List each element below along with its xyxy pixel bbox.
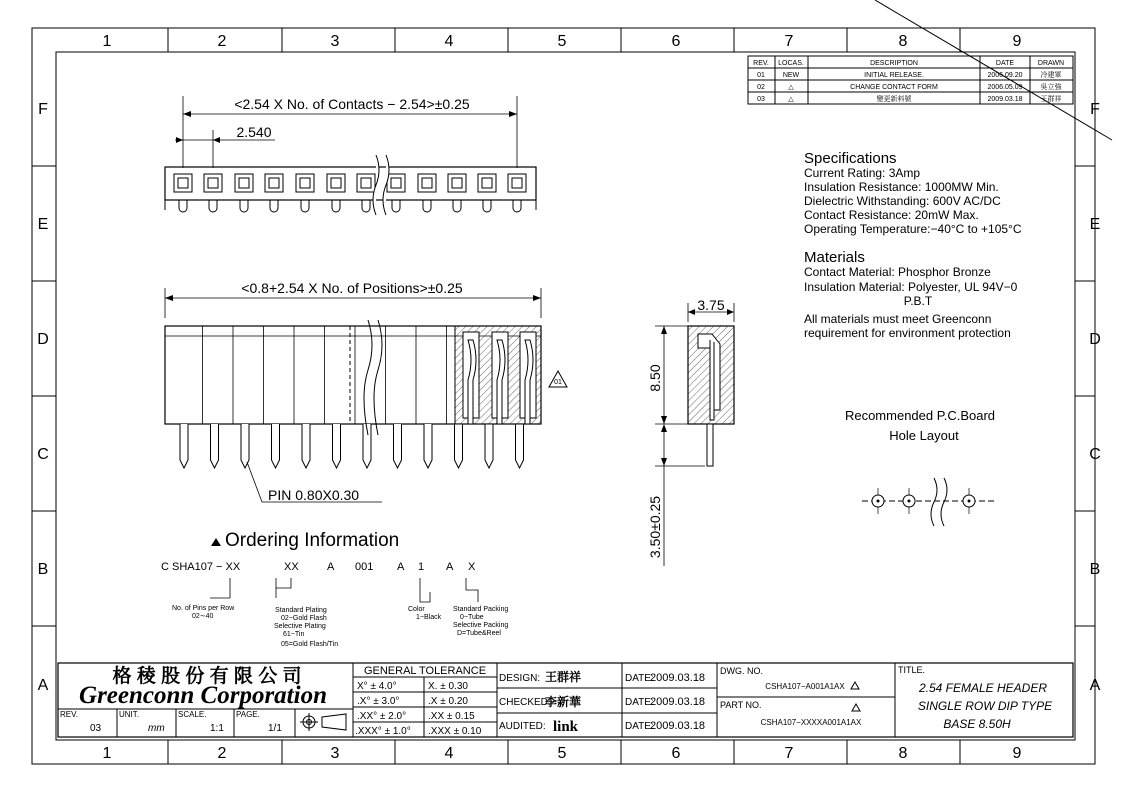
row-label: B xyxy=(1089,561,1101,578)
date-label: DATE: xyxy=(625,721,654,732)
rev-cell: 變更新料號 xyxy=(876,96,912,103)
body-notch xyxy=(392,200,400,212)
contact-cavity-inner xyxy=(208,178,218,188)
audited-name: link xyxy=(553,719,579,735)
rev-cell: 冷建軍 xyxy=(1040,72,1062,79)
pin xyxy=(455,424,463,468)
row-label: A xyxy=(37,677,49,694)
row-label: A xyxy=(1089,677,1101,694)
inner-border xyxy=(56,52,1075,740)
col-label: 1 xyxy=(102,33,112,50)
row-label: D xyxy=(37,331,49,348)
col-label: 8 xyxy=(898,33,908,50)
note-packing: 0−Tube xyxy=(460,614,484,621)
corner-ticks xyxy=(32,28,1095,764)
contact-cavity-inner xyxy=(178,178,188,188)
title-line: BASE 8.50H xyxy=(943,717,1011,731)
title-line: SINGLE ROW DIP TYPE xyxy=(917,699,1053,713)
material-line: P.B.T xyxy=(903,294,933,308)
body-notch xyxy=(209,200,217,212)
spec-line: Current Rating: 3Amp xyxy=(804,166,921,180)
date-value: 2009.03.18 xyxy=(650,720,706,732)
date-value: 2009.03.18 xyxy=(650,696,706,708)
pcb-layout xyxy=(845,408,995,526)
dim-positions: <0.8+2.54 X No. of Positions>±0.25 xyxy=(241,280,463,296)
material-line: Contact Material: Phosphor Bronze xyxy=(804,265,991,279)
outer-border xyxy=(32,28,1095,764)
note-color: Color xyxy=(408,606,425,613)
contact-cavity xyxy=(296,174,314,192)
rev-cell: 王群祥 xyxy=(1040,96,1062,103)
contact-cavity xyxy=(265,174,283,192)
rev-cell: 吳立強 xyxy=(1040,84,1062,91)
col-label: 5 xyxy=(557,745,567,762)
col-label: 5 xyxy=(557,33,567,50)
body-notch xyxy=(453,200,461,212)
col-label: 3 xyxy=(330,745,340,762)
body-notch xyxy=(301,200,309,212)
body-notch xyxy=(513,200,521,212)
specifications-heading: Specifications xyxy=(804,150,897,167)
col-label: 9 xyxy=(1012,745,1022,762)
row-label: D xyxy=(1089,331,1101,348)
order-code: A xyxy=(446,561,454,573)
dim-tail: 3.50±0.25 xyxy=(647,495,663,559)
note-packing: Selective Packing xyxy=(453,622,509,629)
page-value: 1/1 xyxy=(268,723,282,734)
rev-cell: 2006.05.09 xyxy=(987,84,1023,91)
order-code: A xyxy=(327,561,335,573)
company-english: Greenconn Corporation xyxy=(79,682,327,709)
pin xyxy=(333,424,341,468)
contact-cavity-inner xyxy=(361,178,371,188)
dwg-value: CSHA107−A001A1AX xyxy=(765,682,845,691)
specifications-block xyxy=(804,150,1022,236)
contact-cavity xyxy=(478,174,496,192)
note-packing: Standard Packing xyxy=(453,606,509,613)
side-view xyxy=(647,297,734,566)
diagonal-line xyxy=(875,0,1112,140)
note-plating: Selective Plating xyxy=(274,623,326,630)
body-notch xyxy=(362,200,370,212)
zone-dividers xyxy=(32,28,1095,764)
dwg-label: DWG. NO. xyxy=(720,666,763,676)
material-line: All materials must meet Greenconn xyxy=(804,312,992,326)
body-notch xyxy=(332,200,340,212)
ordering-info xyxy=(161,530,508,648)
pcb-label: Recommended P.C.Board xyxy=(844,408,996,423)
unit-label: UNIT. xyxy=(119,710,139,719)
rev-cell: △ xyxy=(788,84,794,91)
pin xyxy=(302,424,310,468)
dim-width: 3.75 xyxy=(697,297,725,313)
materials-heading: Materials xyxy=(804,249,865,266)
note-plating: 05=Gold Flash/Tin xyxy=(281,641,339,648)
contact-cavity-inner xyxy=(239,178,249,188)
contact-cavity-inner xyxy=(300,178,310,188)
col-label: 7 xyxy=(784,33,794,50)
contact-cavity xyxy=(204,174,222,192)
col-label: 4 xyxy=(444,745,454,762)
contact-cavity xyxy=(174,174,192,192)
contact-cavity xyxy=(327,174,345,192)
col-label: 1 xyxy=(102,745,112,762)
col-label: 3 xyxy=(330,33,340,50)
rev-header: DRAWN xyxy=(1037,60,1065,67)
dim-pitch: 2.540 xyxy=(236,124,272,140)
rev-marker: 01 xyxy=(554,379,562,386)
spec-line: Insulation Resistance: 1000MW Min. xyxy=(804,180,999,194)
design-name: 王群祥 xyxy=(545,670,582,684)
contact-cavity xyxy=(235,174,253,192)
unit-value: mm xyxy=(148,723,165,734)
date-label: DATE: xyxy=(625,673,654,684)
pin xyxy=(485,424,493,468)
zone-labels-top xyxy=(103,33,1022,50)
contact-cavity-inner xyxy=(452,178,462,188)
contact-cavity-inner xyxy=(482,178,492,188)
rev-label: REV. xyxy=(60,710,78,719)
rev-header: LOCAS. xyxy=(778,60,804,67)
contact-cavity-inner xyxy=(512,178,522,188)
top-view xyxy=(165,96,536,215)
part-value: CSHA107−XXXXA001A1AX xyxy=(760,718,862,727)
tolerance-linear: .XX ± 0.15 xyxy=(428,711,475,722)
pin xyxy=(211,424,219,468)
tolerance-angle: X° ± 4.0° xyxy=(357,681,397,692)
body-notch xyxy=(270,200,278,212)
contact-cavity-inner xyxy=(331,178,341,188)
page-label: PAGE. xyxy=(236,710,260,719)
order-code: A xyxy=(397,561,405,573)
order-code: C SHA107 − XX xyxy=(161,561,241,573)
material-line: Insulation Material: Polyester, UL 94V−0 xyxy=(804,280,1018,294)
materials-block xyxy=(804,249,1018,340)
projection-symbol xyxy=(300,713,346,731)
contact-cavity xyxy=(387,174,405,192)
checked-label: CHECKED: xyxy=(499,697,551,708)
note-plating: 02−Gold Flash xyxy=(281,615,327,622)
rev-cell: NEW xyxy=(782,72,800,79)
order-code: X xyxy=(468,561,476,573)
col-label: 2 xyxy=(217,745,227,762)
pin xyxy=(272,424,280,468)
tolerance-linear: .X ± 0.20 xyxy=(428,696,468,707)
zone-labels-bottom xyxy=(103,745,1022,762)
rev-cell: 2009.03.18 xyxy=(987,96,1023,103)
zone-labels-left xyxy=(37,101,49,694)
design-label: DESIGN: xyxy=(499,673,541,684)
rev-cell: 01 xyxy=(757,72,765,79)
rev-value: 03 xyxy=(90,723,102,734)
contact-cavity xyxy=(448,174,466,192)
dim-contacts: <2.54 X No. of Contacts − 2.54>±0.25 xyxy=(234,96,470,112)
scale-value: 1:1 xyxy=(210,723,224,734)
rev-cell: 03 xyxy=(757,96,765,103)
front-view xyxy=(165,280,567,503)
pin xyxy=(516,424,524,468)
order-code: 1 xyxy=(418,561,425,573)
rev-header: DESCRIPTION xyxy=(870,60,918,67)
body-notch xyxy=(179,200,187,212)
audited-label: AUDITED: xyxy=(499,721,546,732)
row-label: E xyxy=(37,216,49,233)
spec-line: Contact Resistance: 20mW Max. xyxy=(804,208,979,222)
tolerance-linear: .XXX ± 0.10 xyxy=(428,726,482,737)
col-label: 4 xyxy=(444,33,454,50)
tolerance-linear: X. ± 0.30 xyxy=(428,681,468,692)
col-label: 8 xyxy=(898,745,908,762)
row-label: E xyxy=(1089,216,1101,233)
tolerance-angle: .XX° ± 2.0° xyxy=(357,711,407,722)
pin xyxy=(424,424,432,468)
tolerance-angle: .X° ± 3.0° xyxy=(357,696,400,707)
rev-header: REV. xyxy=(753,60,769,67)
rev-cell: 02 xyxy=(757,84,765,91)
tolerance-title: GENERAL TOLERANCE xyxy=(363,665,487,677)
note-plating: Standard Plating xyxy=(275,607,327,614)
spec-line: Dielectric Withstanding: 600V AC/DC xyxy=(804,194,1001,208)
pin xyxy=(180,424,188,468)
checked-name: 李新華 xyxy=(545,695,582,709)
col-label: 6 xyxy=(671,745,681,762)
contact-cavity-inner xyxy=(269,178,279,188)
title-block xyxy=(58,663,1073,737)
body-notch xyxy=(483,200,491,212)
col-label: 2 xyxy=(217,33,227,50)
date-label: DATE: xyxy=(625,697,654,708)
body-notch xyxy=(423,200,431,212)
col-label: 7 xyxy=(784,745,794,762)
rev-cell: 2006.09.20 xyxy=(987,72,1023,79)
order-code: XX xyxy=(284,561,299,573)
date-value: 2009.03.18 xyxy=(650,672,706,684)
row-label: C xyxy=(37,446,49,463)
pin-note: PIN 0.80X0.30 xyxy=(268,487,360,503)
contact-cavity xyxy=(418,174,436,192)
row-label: F xyxy=(38,101,48,118)
contact-cavity-inner xyxy=(391,178,401,188)
dim-height: 8.50 xyxy=(647,364,663,392)
order-code: 001 xyxy=(355,561,374,573)
row-label: B xyxy=(37,561,49,578)
note-packing: D=Tube&Reel xyxy=(457,630,501,637)
row-label: F xyxy=(1090,101,1100,118)
body-notch xyxy=(240,200,248,212)
contact-cavity xyxy=(508,174,526,192)
tolerance-angle: .XXX° ± 1.0° xyxy=(355,726,411,737)
revision-table xyxy=(748,56,1073,104)
title-line: 2.54 FEMALE HEADER xyxy=(918,681,1048,695)
pin xyxy=(394,424,402,468)
ordering-title: Ordering Information xyxy=(225,530,400,551)
pcb-label: Hole Layout xyxy=(889,428,959,443)
rev-cell: △ xyxy=(788,96,794,103)
col-label: 9 xyxy=(1012,33,1022,50)
material-line: requirement for environment protection xyxy=(804,326,1011,340)
part-label: PART NO. xyxy=(720,700,762,710)
contact-cavity-inner xyxy=(422,178,432,188)
pin xyxy=(241,424,249,468)
note-pins: 02∼40 xyxy=(192,613,214,620)
rev-header: DATE xyxy=(995,60,1015,67)
contact-cavity xyxy=(357,174,375,192)
note-plating: 61−Tin xyxy=(283,631,305,638)
spec-line: Operating Temperature:−40°C to +105°C xyxy=(804,222,1022,236)
company-chinese: 格 稜 股 份 有 限 公 司 xyxy=(112,666,302,687)
rev-cell: INITIAL RELEASE. xyxy=(864,72,924,79)
rev-cell: CHANGE CONTACT FORM xyxy=(850,84,938,91)
col-label: 6 xyxy=(671,33,681,50)
scale-label: SCALE. xyxy=(178,710,207,719)
row-label: C xyxy=(1089,446,1101,463)
note-color: 1−Black xyxy=(416,614,442,621)
title-label: TITLE. xyxy=(898,665,926,675)
note-pins: No. of Pins per Row xyxy=(172,605,235,612)
